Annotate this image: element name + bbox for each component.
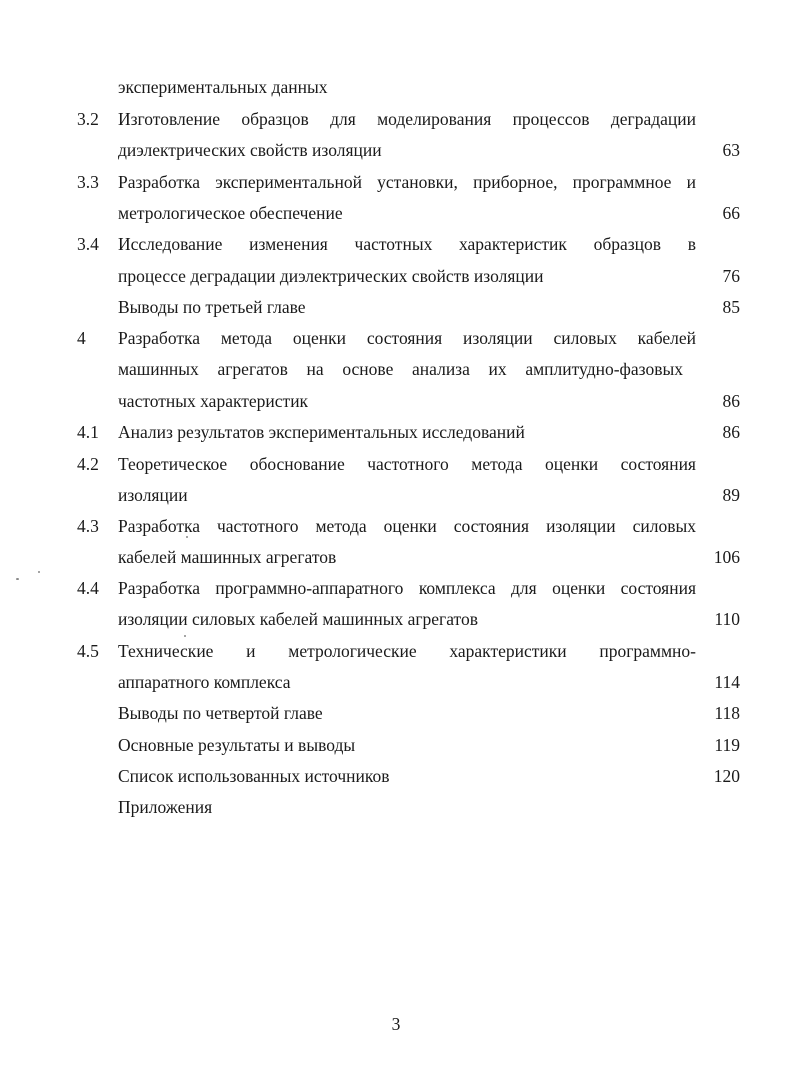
toc-entry-title: Разработка метода оценки состояния изоляции силовых кабелей: [118, 328, 696, 348]
scan-speck: [38, 571, 40, 573]
toc-entry-number: 4.1: [77, 422, 99, 442]
toc-entry-page: 86: [722, 422, 740, 442]
toc-entry-title: Исследование изменения частотных характеристик образцов в: [118, 234, 696, 254]
toc-entry-title: Приложения: [118, 797, 213, 817]
toc-entry-page: 76: [722, 266, 740, 286]
toc-entry-page: 114: [714, 672, 740, 692]
toc-entry-number: 3.2: [77, 109, 99, 129]
toc-entry-title: Изготовление образцов для моделирования процессов деградации: [118, 109, 696, 129]
toc-entry-title: аппаратного комплекса: [118, 672, 291, 692]
toc-entry-title: Разработка экспериментальной установки, приборное, программное и: [118, 172, 696, 192]
toc-entry-title: диэлектрических свойств изоляции: [118, 140, 382, 160]
toc-entry-number: 3.3: [77, 172, 99, 192]
toc-entry-title: изоляции: [118, 485, 188, 505]
toc-entry-number: 4.4: [77, 578, 99, 598]
toc-entry-page: 86: [722, 391, 740, 411]
scan-speck: [186, 536, 188, 538]
toc-entry-number: 3.4: [77, 234, 99, 254]
toc-entry-number: 4.5: [77, 641, 99, 661]
page-number: 3: [391, 1014, 401, 1034]
toc-entry-title: Разработка частотного метода оценки состояния изоляции силовых: [118, 516, 696, 536]
toc-entry-title: Выводы по четвертой главе: [118, 703, 323, 723]
toc-entry-number: 4: [77, 328, 86, 348]
toc-entry-page: 63: [722, 140, 740, 160]
toc-entry-title: процессе деградации диэлектрических свойств изоляции: [118, 266, 544, 286]
toc-entry-page: 118: [714, 703, 740, 723]
toc-entry-title: кабелей машинных агрегатов: [118, 547, 337, 567]
toc-entry-title: Список использованных источников: [118, 766, 390, 786]
toc-entry-page: 85: [722, 297, 740, 317]
toc-entry-page: 119: [714, 735, 740, 755]
toc-entry-title: Анализ результатов экспериментальных исследований: [118, 422, 525, 442]
scan-speck: [16, 578, 19, 580]
scan-speck: [184, 635, 186, 637]
toc-entry-number: 4.2: [77, 454, 99, 474]
toc-entry-title: Теоретическое обоснование частотного метода оценки состояния: [118, 454, 696, 474]
toc-entry-page: 120: [713, 766, 740, 786]
toc-entry-title: частотных характеристик: [118, 391, 309, 411]
toc-entry-number: 4.3: [77, 516, 99, 536]
toc-entry-title: Разработка программно-аппаратного комплекса для оценки состояния: [118, 578, 696, 598]
toc-entry-title: изоляции силовых кабелей машинных агрегатов: [118, 609, 478, 629]
toc-entry-title: Технические и метрологические характеристики программно-: [118, 641, 696, 661]
toc-entry-title: метрологическое обеспечение: [118, 203, 343, 223]
toc-entry-page: 110: [714, 609, 740, 629]
toc-entry-page: 66: [722, 203, 740, 223]
toc-entry-title: машинных агрегатов на основе анализа их амплитудно-фазовых: [118, 359, 683, 379]
toc-entry-page: 106: [713, 547, 740, 567]
toc-entry-title: Выводы по третьей главе: [118, 297, 306, 317]
toc-entry-title: Основные результаты и выводы: [118, 735, 356, 755]
toc-entry-title: экспериментальных данных: [118, 77, 328, 97]
toc-entry-page: 89: [722, 485, 740, 505]
